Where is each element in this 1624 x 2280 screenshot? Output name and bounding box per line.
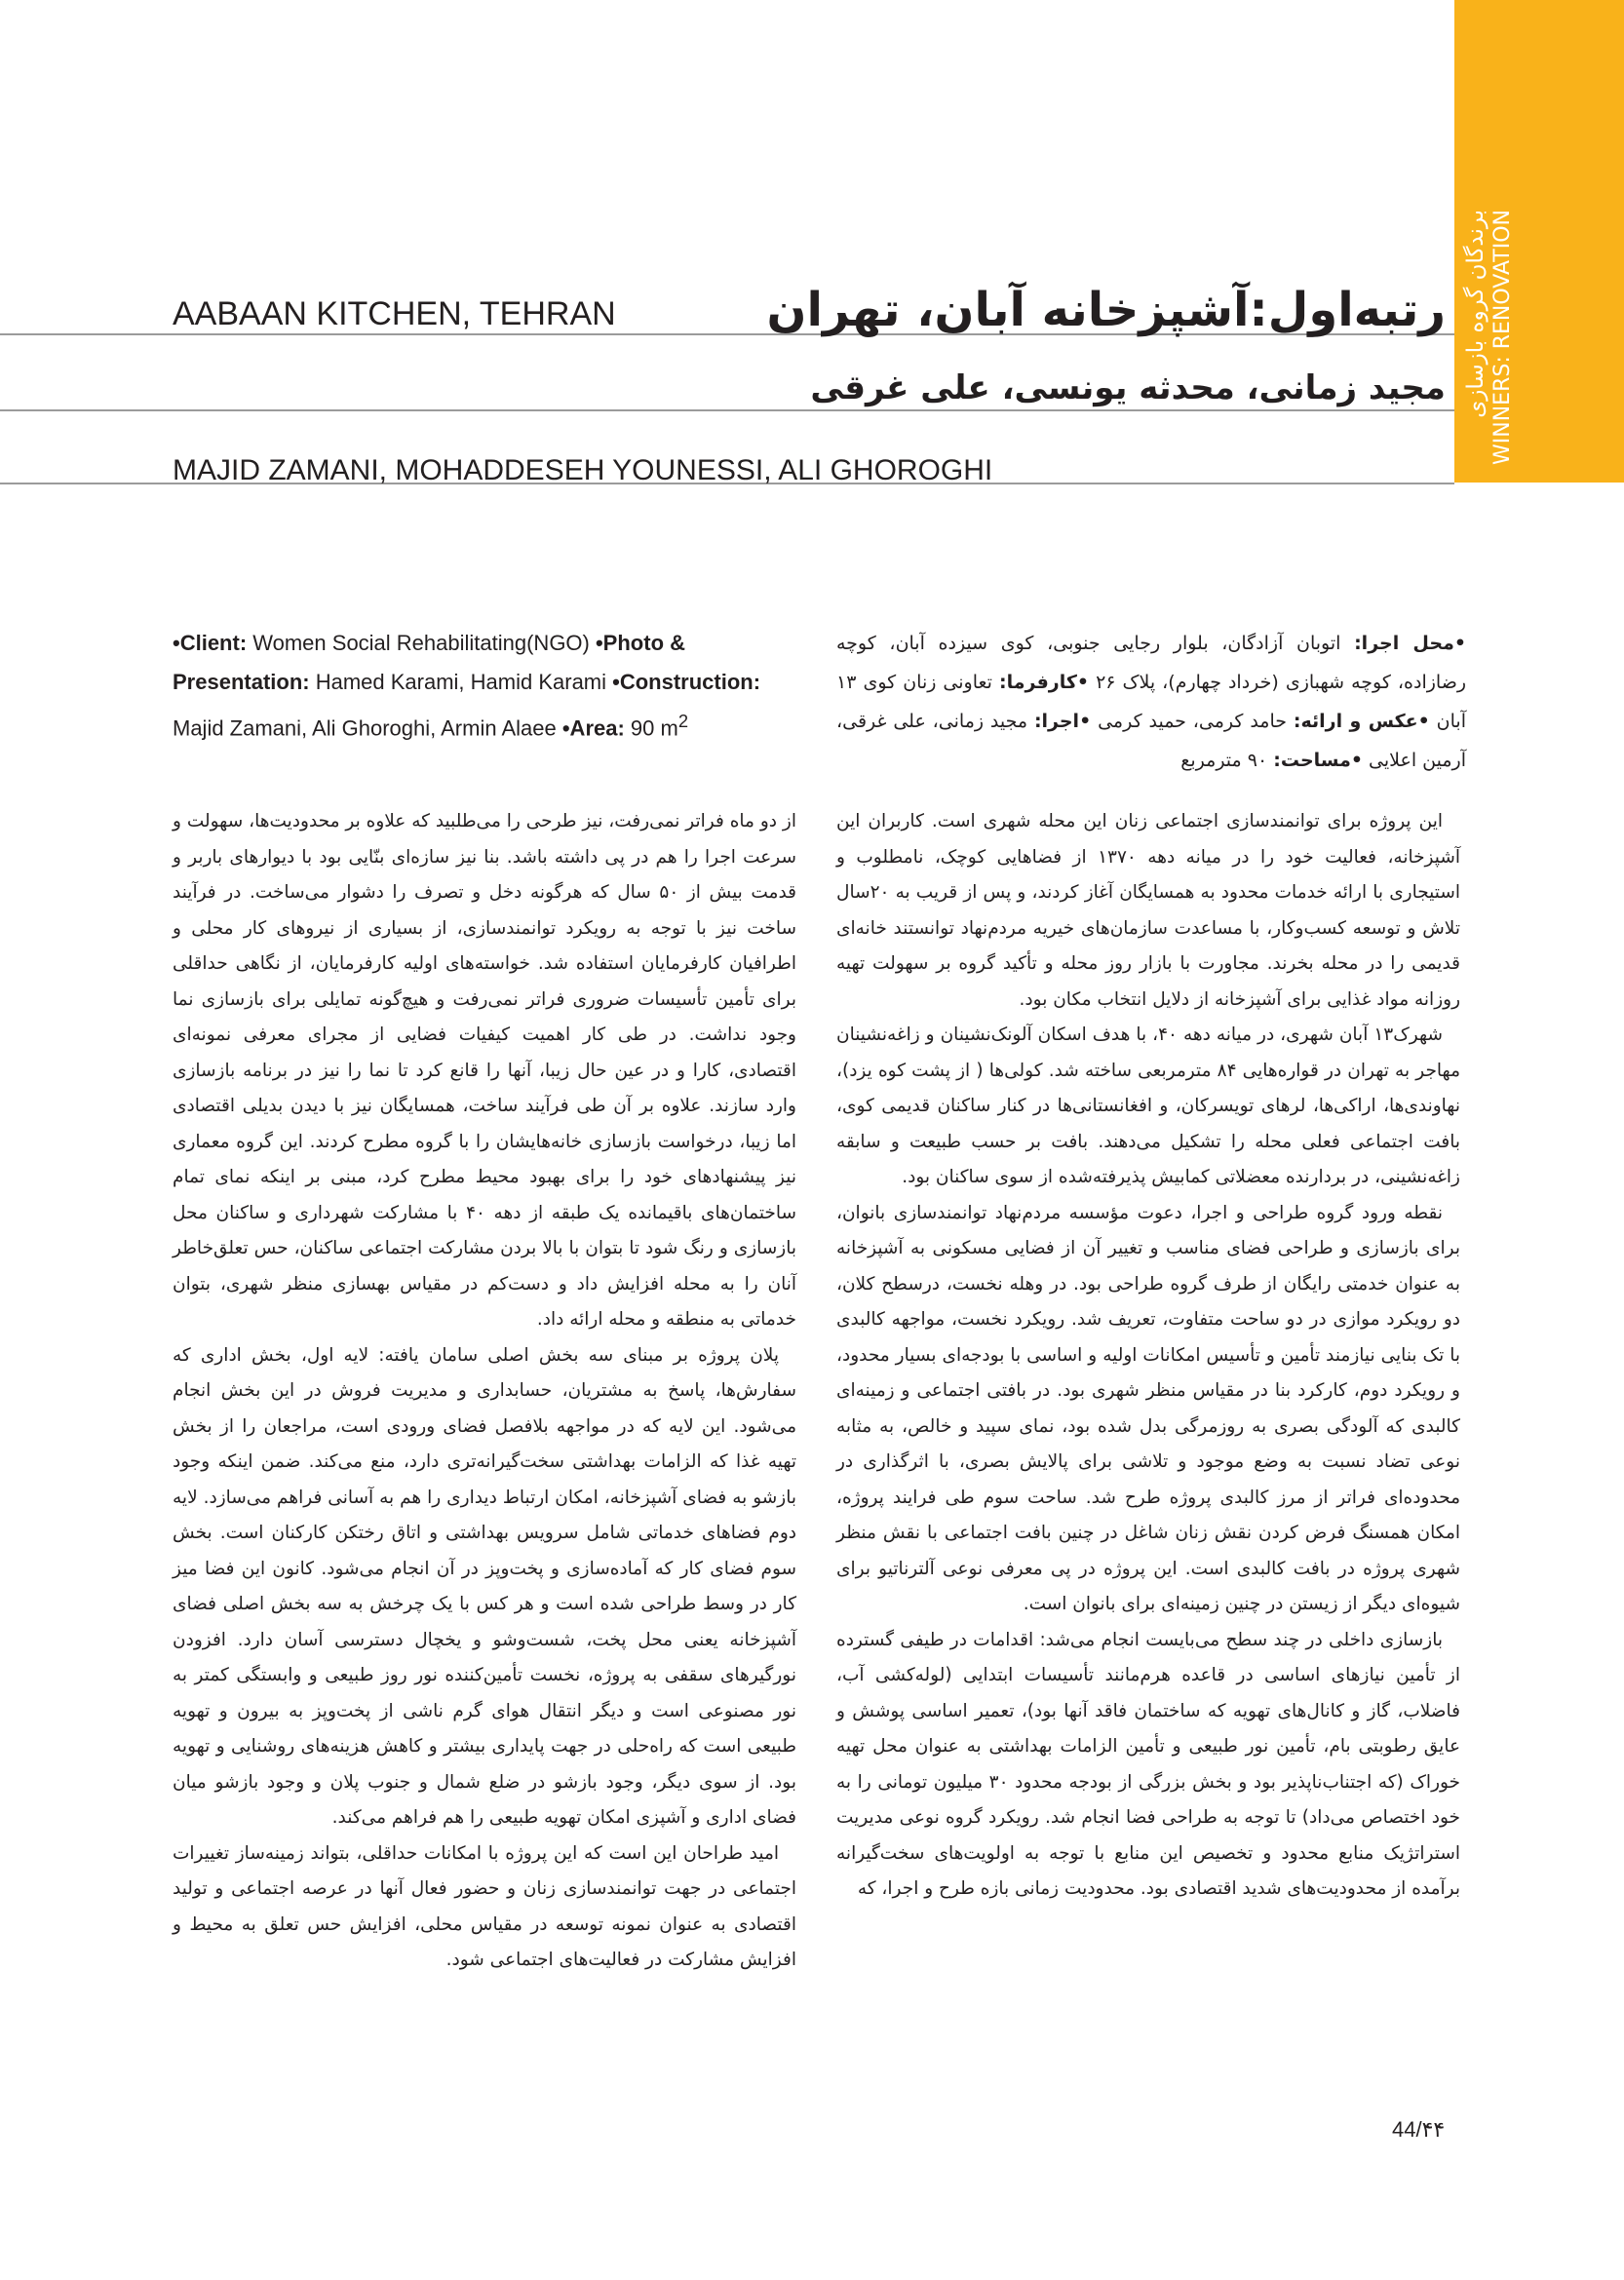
body-paragraph: پلان پروژه بر مبنای سه بخش اصلی سامان یافته: لایه اول، بخش اداری که سفارش‌ها، پاسخ به مشتریان، حسابداری و مدیریت فروش در این بخش انجام می‌شود. این لایه که در مواجهه بلافصل فضای ورودی است، مراجعان را از بخش تهیه غذا که الزامات بهداشتی سخت‌گیرانه‌تری دارد، منع می‌کند. ضمن اینکه وجود بازشو به فضای آشپزخانه، امکان ارتباط دیداری را هم به آسانی فراهم می‌سازد. لایه دوم فضاهای خدماتی شامل سرویس بهداشتی و اتاق رختکن کارکنان است. بخش سوم فضای کار که آماده‌سازی و پخت‌وپز در آن انجام می‌شود. کانون این فضا میز کار در وسط طراحی شده است و هر کس با یک چرخش به سه بخش اصلی فضای آشپزخانه یعنی محل پخت، شست‌وشو و یخچال دسترسی آسان دارد. افزودن نورگیرهای سقفی به پروژه، نخست تأمین‌کننده نور روز طبیعی و وابستگی کمتر به نور مصنوعی است و دیگر انتقال هوای گرم ناشی از پخت‌وپز به بیرون و تهویه طبیعی است که راه‌حلی در جهت پایداری بیشتر و کاهش هزینه‌های روشنایی و تهویه بود. از سوی دیگر، وجود بازشو در ضلع شمال و جنوب پلان و وجود بازشو میان فضای اداری و آشپزی امکان تهویه طبیعی را هم فراهم می‌کند. [173, 1344, 796, 1828]
credits-fa [836, 624, 1466, 780]
page-title-en: AABAAN KITCHEN, TEHRAN [173, 295, 616, 332]
photo-label: •Photo & Presentation: [173, 631, 686, 694]
section-label-fa: برندگان گروه بازسازی [1463, 210, 1489, 418]
area-value-fa: ۹۰ مترمربع [1180, 750, 1274, 771]
body-paragraph: از دو ماه فراتر نمی‌رفت، نیز طرحی را می‌طلبید که علاوه بر محدودیت‌ها، سهولت و سرعت اجرا را هم در پی داشته باشد. بنا نیز سازه‌ای بنّایی بود با دیوارهای باربر و قدمت بیش از ۵۰ سال که هرگونه دخل و تصرف را دشوار می‌ساخت. در فرآیند ساخت نیز با توجه به رویکرد توانمندسازی، از بسیاری از نیروهای کار محلی و اطرافیان کارفرمایان استفاده شد. خواسته‌های اولیه کارفرمایان، از نگاهی حداقلی برای تأمین تأسیسات ضروری فراتر نمی‌رفت و هیچ‌گونه تمایلی برای بازسازی نما وجود نداشت. در طی کار اهمیت کیفیات فضایی از مجرای معرفی نمونه‌ای اقتصادی، کارا و در عین حال زیبا، آنها را قانع کرد تا نما را نیز در برنامه بازسازی وارد سازند. علاوه بر آن طی فرآیند ساخت، همسایگان نیز با دیدن بدیلی اقتصادی اما زیبا، درخواست بازسازی خانه‌هایشان را با گروه مطرح کردند. این گروه معماری نیز پیشنهادهای خود را برای بهبود محیط مطرح کرد، مبنی بر اینکه نمای تمام ساختمان‌های باقیمانده یک طبقه از دهه ۴۰ با مشارکت شهرداری و ساکنان محل بازسازی و رنگ شود تا بتوان با بالا بردن مشارکت اجتماعی ساکنان، حس تعلق‌خاطر آنان را به محله افزایش داد و دست‌کم در مقیاس بهسازی منظر شهری، بتوان خدماتی به منطقه و محله ارائه داد. [173, 811, 797, 1330]
body-column-left [173, 804, 796, 1979]
body-paragraph: شهرک۱۳ آبان شهری، در میانه دهه ۴۰، با هدف اسکان آلونک‌نشینان و زاغه‌نشینان مهاجر به تهران در قواره‌هایی ۸۴ مترمربعی ساخته شد. کولی‌ها ( از پشت کوه یزد)، نهاوندی‌ها، اراکی‌ها، لرهای تویسرکان، و افغانستانی‌ها در کنار ساکنان قدیمی کوی، بافت اجتماعی فعلی محله را تشکیل می‌دهند. بافت بر حسب طبیعت و سابقه زاغه‌نشینی، در بردارنده معضلاتی کمابیش پذیرفته‌شده از سوی ساکنان بود. [836, 1024, 1460, 1187]
photo-label-fa: •عکس و ارائه: [1293, 711, 1430, 732]
header-rule-middle [0, 409, 1454, 411]
body-column-right [836, 804, 1460, 1908]
body-paragraph: بازسازی داخلی در چند سطح می‌بایست انجام می‌شد: اقدامات در طیفی گسترده از تأمین نیازهای اساسی در قاعده هرم‌مانند تأسیسات ابتدایی (لوله‌کشی آب، فاضلاب، گاز و کانال‌های تهویه که ساختمان فاقد آنها بود)، تعمیر اساسی پوشش و عایق رطوبتی بام، تأمین نور طبیعی و تأمین الزامات بهداشتی به عنوان محل تهیه خوراک (که اجتناب‌ناپذیر بود و بخش بزرگی از بودجه محدود ۳۰ میلیون تومانی را به خود اختصاص می‌داد) تا توجه به طراحی فضا انجام شد. رویکرد گروه نوعی مدیریت استراتژیک منابع محدود و تخصیص این منابع با توجه به اولویت‌های سخت‌گیرانه برآمده از محدودیت‌های شدید اقتصادی بود. محدودیت زمانی بازه طرح و اجرا، که [836, 1629, 1460, 1899]
construction-label-fa: •اجرا: [1033, 711, 1092, 732]
client-label-fa: •کارفرما: [999, 672, 1090, 693]
client-value-fa: تعاونی زنان کوی ۱۳ آبان [836, 672, 1466, 732]
client-label: •Client: [173, 631, 248, 655]
authors-en: MAJID ZAMANI, MOHADDESEH YOUNESSI, ALI GHOROGHI [173, 454, 993, 486]
area-label: •Area: [561, 715, 625, 741]
location-label-fa: •محل اجرا: [1354, 633, 1466, 654]
credits-en [173, 624, 796, 748]
construction-value: Majid Zamani, Ali Ghoroghi, Armin Alaee [173, 715, 562, 741]
authors-fa: مجید زمانی، محدثه یونسی، علی غرقی [810, 368, 1446, 407]
photo-value: Hamed Karami, Hamid Karami [309, 670, 613, 694]
body-paragraph: این پروژه برای توانمندسازی اجتماعی زنان این محله شهری است. کاربران این آشپزخانه، فعالیت خود را در میانه دهه ۱۳۷۰ از فضاهایی کوچک، نامطلوب و استیجاری با ارائه خدمات محدود به همسایگان آغاز کردند، و پس از قریب به ۲۰سال تلاش و توسعه کسب‌وکار، با مساعدت سازمان‌های خیریه مردم‌نهاد توانستند خانه‌ای قدیمی را در محله بخرند. مجاورت با بازار روز محله و تأکید گروه بر سهولت تهیه روزانه مواد غذایی برای آشپزخانه از دلایل انتخاب مکان بود. [836, 811, 1460, 1010]
location-value-fa: اتوبان آزادگان، بلوار رجایی جنوبی، کوی سیزده آبان، کوچه رضازاده، کوچه شهبازی (خرداد چهارم)، پلاک ۲۶ [836, 633, 1467, 693]
construction-value-fa: مجید زمانی، علی غرقی، آرمین اعلایی [836, 711, 1466, 771]
client-value: Women Social Rehabilitating(NGO) [247, 631, 596, 655]
construction-label: •Construction: [612, 670, 761, 694]
body-paragraph: امید طراحان این است که این پروژه با امکانات حداقلی، بتواند زمینه‌ساز تغییرات اجتماعی در جهت توانمندسازی زنان و حضور فعال آنها در عرصه اجتماعی و تولید اقتصادی به عنوان نمونه توسعه در مقیاس محلی، افزایش حس تعلق به محیط و افزایش مشارکت در فعالیت‌های اجتماعی شود. [173, 1842, 796, 1970]
area-unit-superscript: 2 [677, 711, 689, 731]
page-number: 44/۴۴ [1392, 2117, 1446, 2142]
page-title-fa: رتبه‌اول:آشپزخانه آبان، تهران [766, 283, 1446, 337]
area-label-fa: •مساحت: [1273, 750, 1364, 771]
section-label [1462, 210, 1519, 483]
section-label-en: WINNERS: RENOVATION [1490, 210, 1515, 465]
photo-value-fa: حامد کرمی، حمید کرمی [1091, 711, 1294, 732]
area-value: 90 m [624, 715, 678, 741]
body-paragraph: نقطه ورود گروه طراحی و اجرا، دعوت مؤسسه مردم‌نهاد توانمندسازی بانوان، برای بازسازی و طراحی فضای مناسب و تغییر آن از فضایی مسکونی به آشپزخانه به عنوان خدمتی رایگان از طرف گروه طراحی بود. در وهله نخست، درسطح کلان، دو رویکرد موازی در دو ساحت متفاوت، تعریف شد. رویکرد نخست، مواجهه کالبدی با تک بنایی نیازمند تأمین و تأسیس امکانات اولیه و اساسی با بودجه‌ای بسیار محدود، و رویکرد دوم، کارکرد بنا در مقیاس منظر شهری بود. در بافتی اجتماعی و زمینه‌ای کالبدی که آلودگی بصری به روزمرگی بدل شده بود، نمای سپید و خالص، به مثابه نوعی تضاد نسبت به وضع موجود و تلاشی برای پالایش بصری، با اثرگذاری در محدوده‌ای فراتر از مرز کالبدی پروژه طرح شد. ساحت سوم طی فرایند پروژه، امکان همسنگ فرض کردن نقش زنان شاغل در چنین بافت اجتماعی با نقش منظر شهری پروژه در بافت کالبدی است. این پروژه در پی معرفی نوعی آلترناتیو برای شیوه‌ای دیگر از زیستن در چنین زمینه‌ای برای بانوان است. [836, 1202, 1460, 1614]
